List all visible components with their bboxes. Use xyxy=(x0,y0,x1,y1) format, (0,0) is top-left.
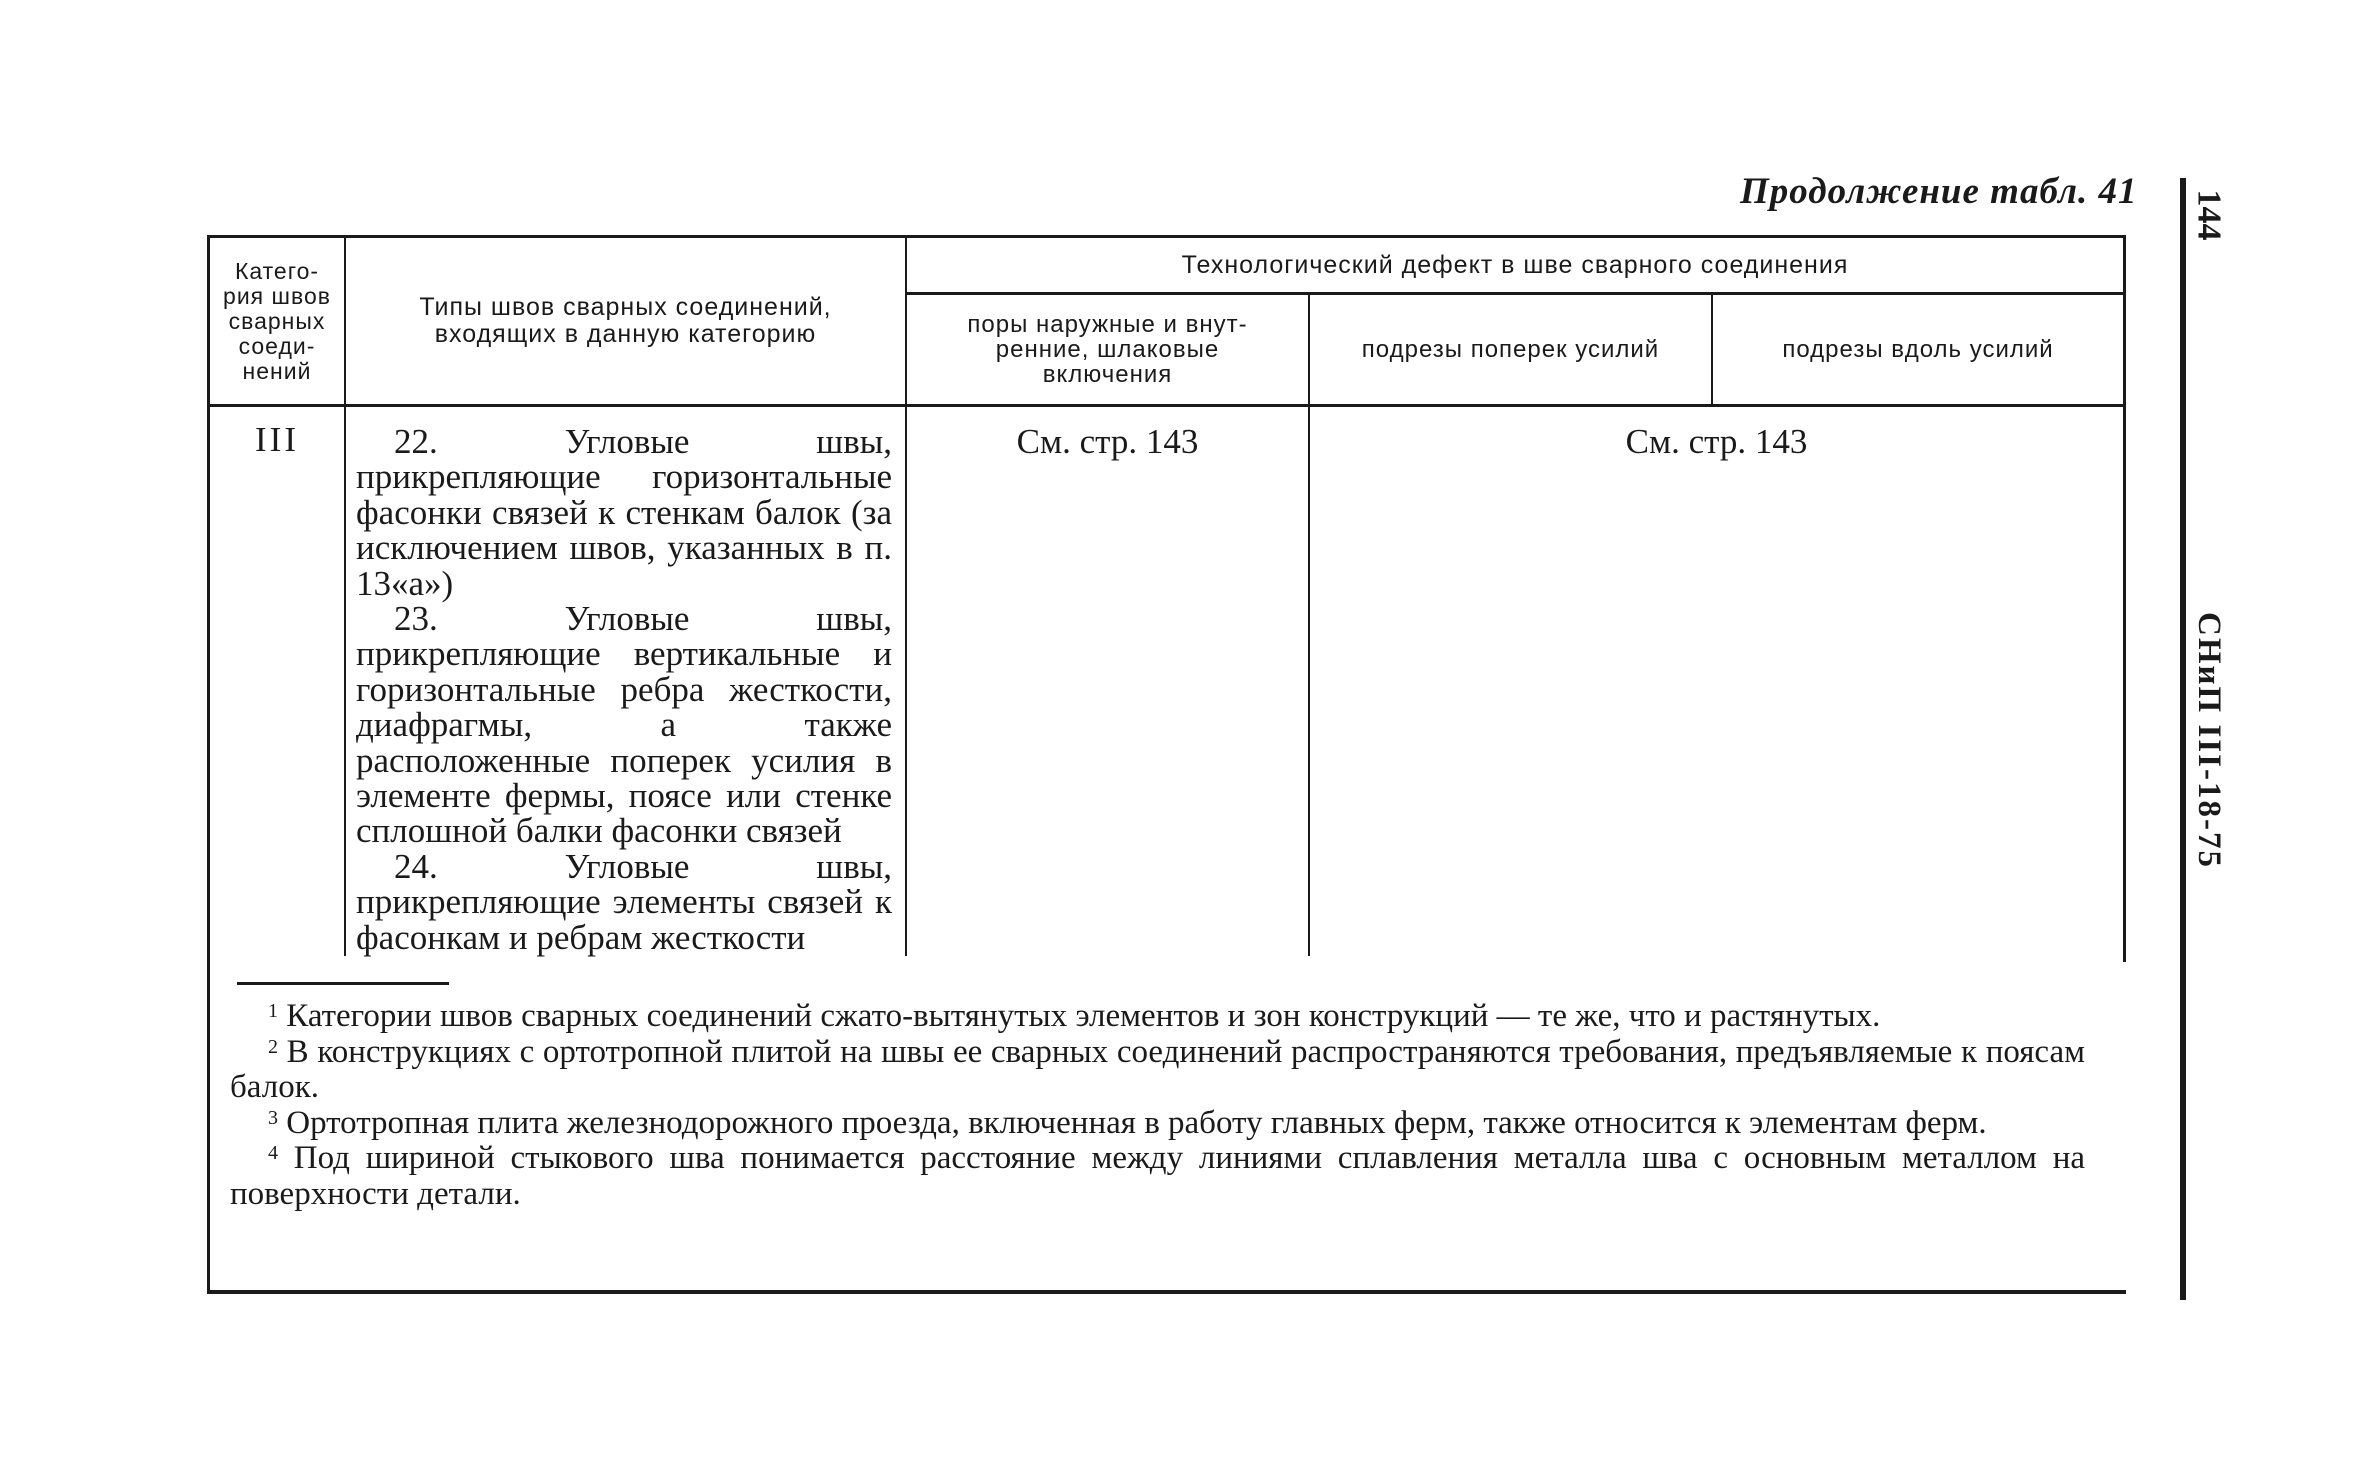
page-number xyxy=(2188,185,2228,245)
row-undercuts-reference: См. стр. 143 xyxy=(1625,422,1808,461)
footnote-mark: 3 xyxy=(268,1106,278,1129)
table-continuation-title: Продолжение табл. 41 xyxy=(1740,171,2138,212)
header-pores-inclusions: поры наружные и внут- ренние, шлаковые включения xyxy=(967,311,1248,388)
document-code xyxy=(2188,600,2228,880)
header-bottom-rule xyxy=(207,404,2126,407)
footnote-text: Ортотропная плита железнодорожного проезда, включенная в работу главных ферм, также относится к элементам ферм. xyxy=(286,1104,1987,1141)
footnote-mark: 4 xyxy=(268,1142,278,1164)
header-seam-types: Типы швов сварных соединений, входящих в данную категорию xyxy=(419,293,832,348)
header-technological-defect: Технологический дефект в шве сварного соединения xyxy=(1181,250,1849,279)
footnote-item xyxy=(230,1141,2085,1212)
page-number-text: 144 xyxy=(2190,189,2227,241)
footnote-text: В конструкциях с ортотропной плитой на швы ее сварных соединений распространяются требования, предъявляемые к поясам балок. xyxy=(230,1033,2085,1105)
footnote-mark: 2 xyxy=(268,1035,278,1058)
row-pores-reference: См. стр. 143 xyxy=(1016,422,1199,461)
footnotes xyxy=(230,999,2085,1212)
footnote-rule xyxy=(237,982,449,985)
header-category: Катего- рия швов сварных соеди- нений xyxy=(223,257,331,384)
margin-rule xyxy=(2180,178,2186,1300)
header-undercuts-along: подрезы вдоль усилий xyxy=(1782,336,2054,363)
page-frame-bottom xyxy=(207,1290,2126,1294)
seam-type-item: 22. Угловые швы, прикрепляющие горизонтальные фасонки связей к стенкам балок (за исключением швов, указанных в п. 13«а») xyxy=(356,422,892,603)
footnote-item xyxy=(230,999,2085,1035)
footnote-item xyxy=(230,1035,2085,1106)
footnote-text: Категории швов сварных соединений сжато-вытянутых элементов и зон конструкций — те же, что и растянутых. xyxy=(286,998,1881,1034)
header-undercuts-across: подрезы поперек усилий xyxy=(1361,336,1660,363)
row-category-value: III xyxy=(255,420,299,459)
seam-type-item: 23. Угловые швы, прикрепляющие вертикальные и горизонтальные ребра жесткости, диафрагмы, а также расположенные поперек усилия в элементе фермы, поясе или стенке сплошной балки фасонки связей xyxy=(356,599,892,851)
footnote-item xyxy=(230,1106,2085,1142)
footnote-mark: 1 xyxy=(268,1000,278,1022)
row-seam-types xyxy=(356,424,892,955)
table-border-right xyxy=(2123,235,2126,962)
seam-type-item: 24. Угловые швы, прикрепляющие элементы связей к фасонкам и ребрам жесткости xyxy=(356,846,892,957)
document-code-text: СНиП III-18-75 xyxy=(2190,611,2227,869)
footnote-text: Под шириной стыкового шва понимается расстояние между линиями сплавления металла шва с основным металлом на поверхности детали. xyxy=(230,1140,2085,1212)
